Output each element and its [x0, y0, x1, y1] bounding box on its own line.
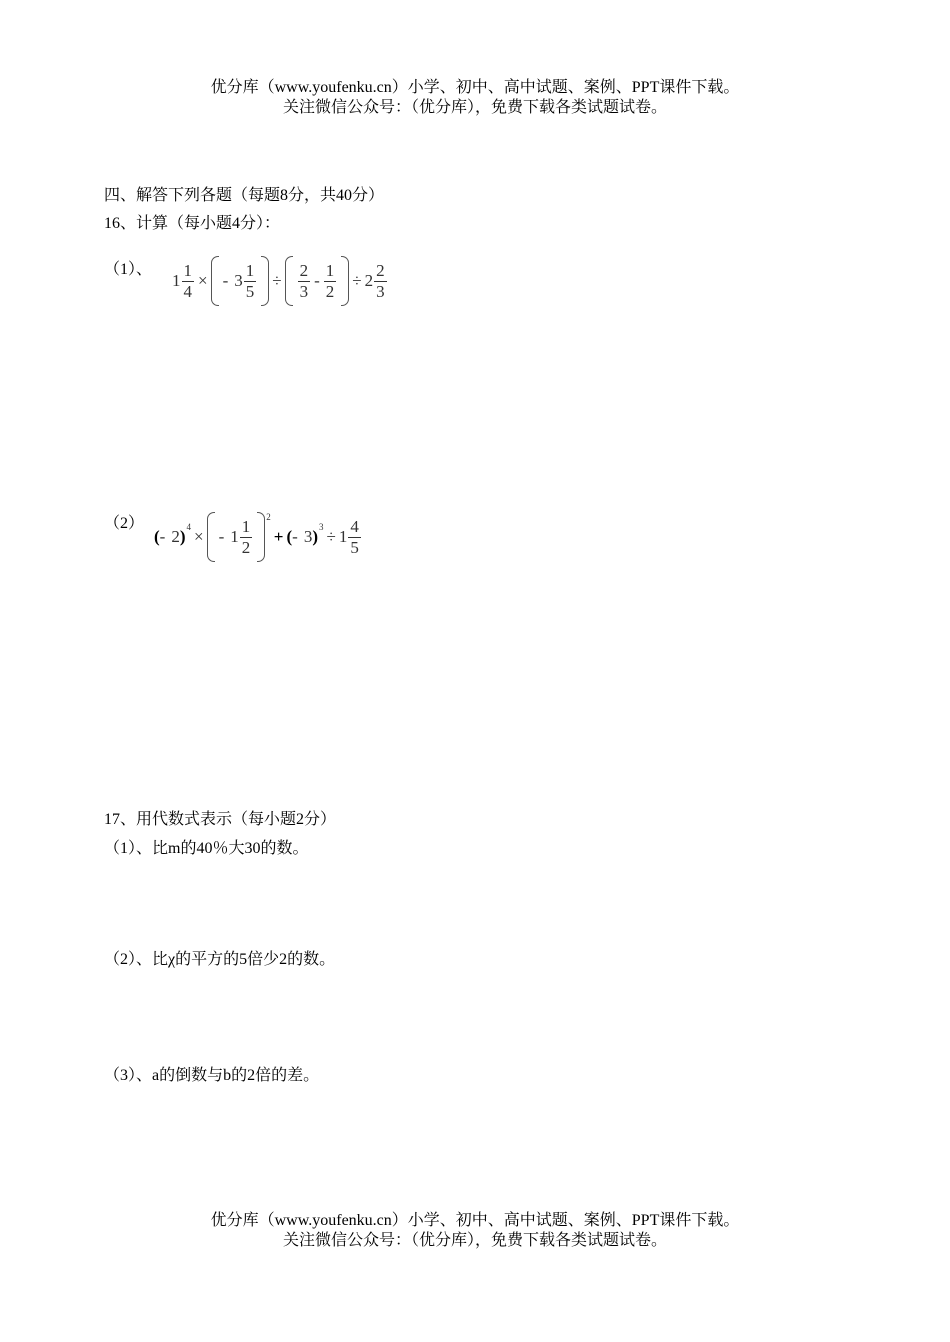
fraction-1-denominator: 4 [183, 281, 192, 301]
section-title: 四、解答下列各题（每题8分，共40分） [104, 187, 385, 204]
q16-title: 16、计算（每小题4分）： [104, 215, 281, 232]
right-paren: ) [312, 527, 318, 546]
whole-4: 1 [338, 527, 348, 546]
right-paren [341, 256, 349, 306]
left-paren: ( [286, 527, 293, 546]
times-sign: × [198, 271, 208, 290]
base-1: 2 [171, 527, 180, 546]
q16-part2-expression [154, 512, 362, 562]
fraction-3 [298, 261, 311, 302]
right-paren [261, 256, 269, 306]
fraction-4-numerator: 1 [325, 260, 335, 280]
right-paren: ) [179, 527, 186, 546]
divide-sign: ÷ [272, 271, 282, 290]
fraction-1 [182, 261, 195, 302]
fraction-3-numerator: 2 [299, 260, 309, 280]
fraction-4 [324, 261, 337, 302]
fraction-4-denominator: 5 [350, 537, 359, 557]
fraction-5 [374, 261, 387, 302]
fraction-2-denominator: 2 [241, 537, 251, 557]
whole-1: 1 [172, 271, 181, 290]
minus-sign: - [218, 527, 225, 546]
whole-5: 2 [364, 271, 374, 290]
minus-sign: - [314, 271, 320, 290]
minus-sign: - [292, 527, 298, 546]
divide-sign: ÷ [352, 271, 362, 290]
exponent-3: 3 [318, 522, 324, 532]
q16-part1-expression [172, 256, 388, 306]
q17-item-1: （1）、比m的40％大30的数。 [104, 840, 309, 857]
fraction-4-numerator: 4 [350, 516, 359, 536]
q16-part2-label: （2） [104, 515, 145, 532]
minus-sign: - [159, 527, 166, 546]
q16-part1-label: （1）、 [104, 261, 153, 278]
fraction-1-numerator: 1 [183, 260, 192, 280]
footer-line-2: 关注微信公众号：（优分库），免费下载各类试题试卷。 [282, 1232, 667, 1249]
fraction-4-denominator: 2 [325, 281, 335, 301]
fraction-5-denominator: 3 [376, 281, 385, 301]
left-paren [285, 256, 293, 306]
footer-line-1: 优分库（www.youfenku.cn）小学、初中、高中试题、案例、PPT课件下载。 [210, 1212, 740, 1229]
minus-sign: - [222, 271, 229, 290]
whole-2: 1 [230, 527, 239, 546]
header-line-1: 优分库（www.youfenku.cn）小学、初中、高中试题、案例、PPT课件下载。 [210, 79, 740, 96]
q17-item-2: （2）、比χ的平方的5倍少2的数。 [104, 951, 336, 968]
fraction-2-denominator: 5 [245, 281, 255, 301]
left-paren [207, 512, 215, 562]
header-line-2: 关注微信公众号：（优分库），免费下载各类试题试卷。 [282, 99, 667, 116]
right-paren [257, 512, 265, 562]
plus-sign: + [273, 527, 284, 546]
fraction-2-numerator: 1 [245, 260, 255, 280]
left-paren [211, 256, 219, 306]
q17-item-3: （3）、a的倒数与b的2倍的差。 [104, 1067, 320, 1084]
exponent-2: 2 [266, 512, 271, 522]
q17-title: 17、用代数式表示（每小题2分） [104, 811, 337, 828]
base-3: 3 [303, 527, 313, 546]
whole-2: 3 [234, 271, 243, 290]
fraction-2 [244, 261, 257, 302]
fraction-3-denominator: 3 [299, 281, 309, 301]
fraction-4 [348, 517, 361, 558]
left-paren: ( [154, 527, 160, 546]
fraction-2 [240, 517, 253, 558]
times-sign: × [194, 527, 204, 546]
divide-sign: ÷ [326, 527, 336, 546]
fraction-5-numerator: 2 [376, 260, 385, 280]
exponent-1: 4 [186, 522, 192, 532]
fraction-2-numerator: 1 [241, 516, 251, 536]
